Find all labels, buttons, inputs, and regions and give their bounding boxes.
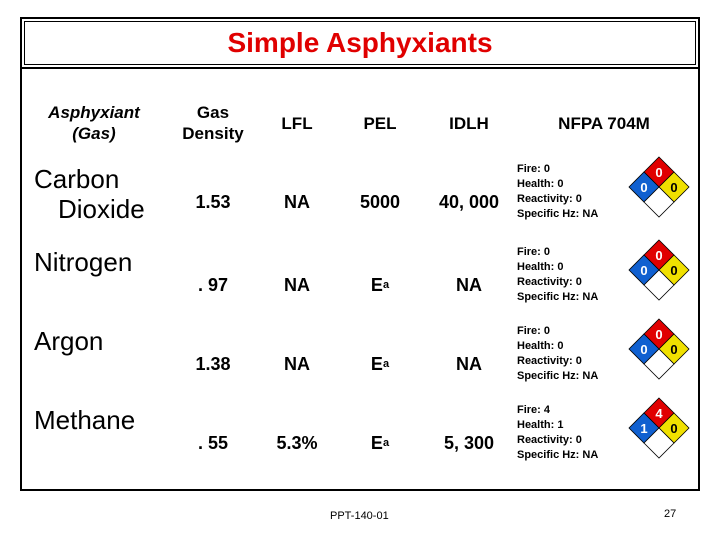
gas-name bbox=[24, 247, 166, 327]
header-asphyxiant-line2: (Gas) bbox=[72, 124, 116, 143]
header-density bbox=[166, 95, 260, 151]
nfpa-specific-text: Specific Hz: NA bbox=[517, 291, 599, 303]
gas-name-line1: Methane bbox=[34, 405, 136, 435]
nfpa-fire-number: 4 bbox=[655, 406, 663, 421]
nfpa-description bbox=[517, 403, 622, 483]
nfpa-reactivity-text: Reactivity: 0 bbox=[517, 276, 582, 288]
nfpa-reactivity-text: Reactivity: 0 bbox=[517, 193, 582, 205]
gas-name bbox=[24, 326, 166, 406]
pel-e-letter: E bbox=[370, 274, 383, 295]
nfpa-health-number: 0 bbox=[640, 342, 648, 357]
nfpa-fire-text: Fire: 0 bbox=[517, 325, 551, 337]
nfpa-diamond-icon bbox=[626, 237, 692, 303]
density-value: 1.38 bbox=[195, 353, 231, 374]
nfpa-health-text: Health: 0 bbox=[517, 340, 564, 352]
nfpa-fire-text: Fire: 0 bbox=[517, 246, 551, 258]
idlh-value: NA bbox=[456, 353, 482, 374]
header-density-line2: Density bbox=[182, 124, 244, 143]
header-lfl: LFL bbox=[281, 113, 313, 133]
nfpa-fire-text: Fire: 4 bbox=[517, 404, 551, 416]
nfpa-health-text: Health: 0 bbox=[517, 178, 564, 190]
pel-value: 5000 bbox=[359, 191, 401, 212]
nfpa-diamond-icon bbox=[626, 316, 692, 382]
lfl-value: NA bbox=[284, 353, 310, 374]
nfpa-reactivity-number: 0 bbox=[670, 263, 678, 278]
nfpa-fire-number: 0 bbox=[655, 248, 663, 263]
pel-value bbox=[340, 413, 420, 473]
footer-code: PPT-140-01 bbox=[330, 510, 389, 522]
lfl-value: NA bbox=[284, 191, 310, 212]
pel-footnote-mark: a bbox=[382, 358, 390, 370]
header-idlh: IDLH bbox=[449, 113, 489, 133]
nfpa-description bbox=[517, 324, 622, 404]
nfpa-health-number: 0 bbox=[640, 263, 648, 278]
header-density-line1: Gas bbox=[196, 103, 230, 122]
nfpa-health-number: 1 bbox=[640, 421, 648, 436]
nfpa-specific-text: Specific Hz: NA bbox=[517, 370, 599, 382]
nfpa-health-text: Health: 1 bbox=[517, 419, 564, 431]
gas-name-line1: Nitrogen bbox=[34, 247, 133, 277]
idlh-value: 40, 000 bbox=[438, 191, 500, 212]
page-title: Simple Asphyxiants bbox=[227, 27, 493, 58]
gas-name-line1: Argon bbox=[34, 326, 104, 356]
nfpa-specific-text: Specific Hz: NA bbox=[517, 449, 599, 461]
nfpa-description bbox=[517, 162, 622, 242]
header-asphyxiant-line1: Asphyxiant bbox=[48, 103, 140, 122]
density-value: 1.53 bbox=[195, 191, 231, 212]
nfpa-specific-text: Specific Hz: NA bbox=[517, 208, 599, 220]
nfpa-health-number: 0 bbox=[640, 180, 648, 195]
title-box bbox=[20, 17, 700, 69]
nfpa-diamond-icon bbox=[626, 395, 692, 461]
density-value: . 55 bbox=[197, 432, 229, 453]
gas-name-line2: Dioxide bbox=[58, 194, 145, 224]
pel-footnote-mark: a bbox=[382, 437, 390, 449]
gas-name bbox=[24, 164, 166, 244]
nfpa-health-text: Health: 0 bbox=[517, 261, 564, 273]
nfpa-diamond-icon bbox=[626, 154, 692, 220]
gas-name bbox=[24, 405, 166, 485]
nfpa-fire-number: 0 bbox=[655, 165, 663, 180]
idlh-value: NA bbox=[456, 274, 482, 295]
header-asphyxiant bbox=[24, 95, 164, 151]
page-number: 27 bbox=[664, 508, 677, 520]
nfpa-reactivity-number: 0 bbox=[670, 342, 678, 357]
gas-name-line1: Carbon bbox=[34, 164, 120, 194]
pel-e-letter: E bbox=[370, 432, 383, 453]
pel-e-letter: E bbox=[370, 353, 383, 374]
lfl-value: NA bbox=[284, 274, 310, 295]
nfpa-reactivity-number: 0 bbox=[670, 180, 678, 195]
idlh-value: 5, 300 bbox=[443, 432, 495, 453]
pel-footnote-mark: a bbox=[382, 279, 390, 291]
nfpa-reactivity-text: Reactivity: 0 bbox=[517, 355, 582, 367]
nfpa-fire-text: Fire: 0 bbox=[517, 163, 551, 175]
nfpa-reactivity-text: Reactivity: 0 bbox=[517, 434, 582, 446]
lfl-value: 5.3% bbox=[276, 432, 318, 453]
nfpa-description bbox=[517, 245, 622, 325]
density-value: . 97 bbox=[197, 274, 229, 295]
nfpa-reactivity-number: 0 bbox=[670, 421, 678, 436]
pel-value bbox=[340, 334, 420, 394]
header-nfpa: NFPA 704M bbox=[558, 113, 650, 133]
pel-value bbox=[340, 255, 420, 315]
header-pel: PEL bbox=[363, 113, 397, 133]
nfpa-fire-number: 0 bbox=[655, 327, 663, 342]
